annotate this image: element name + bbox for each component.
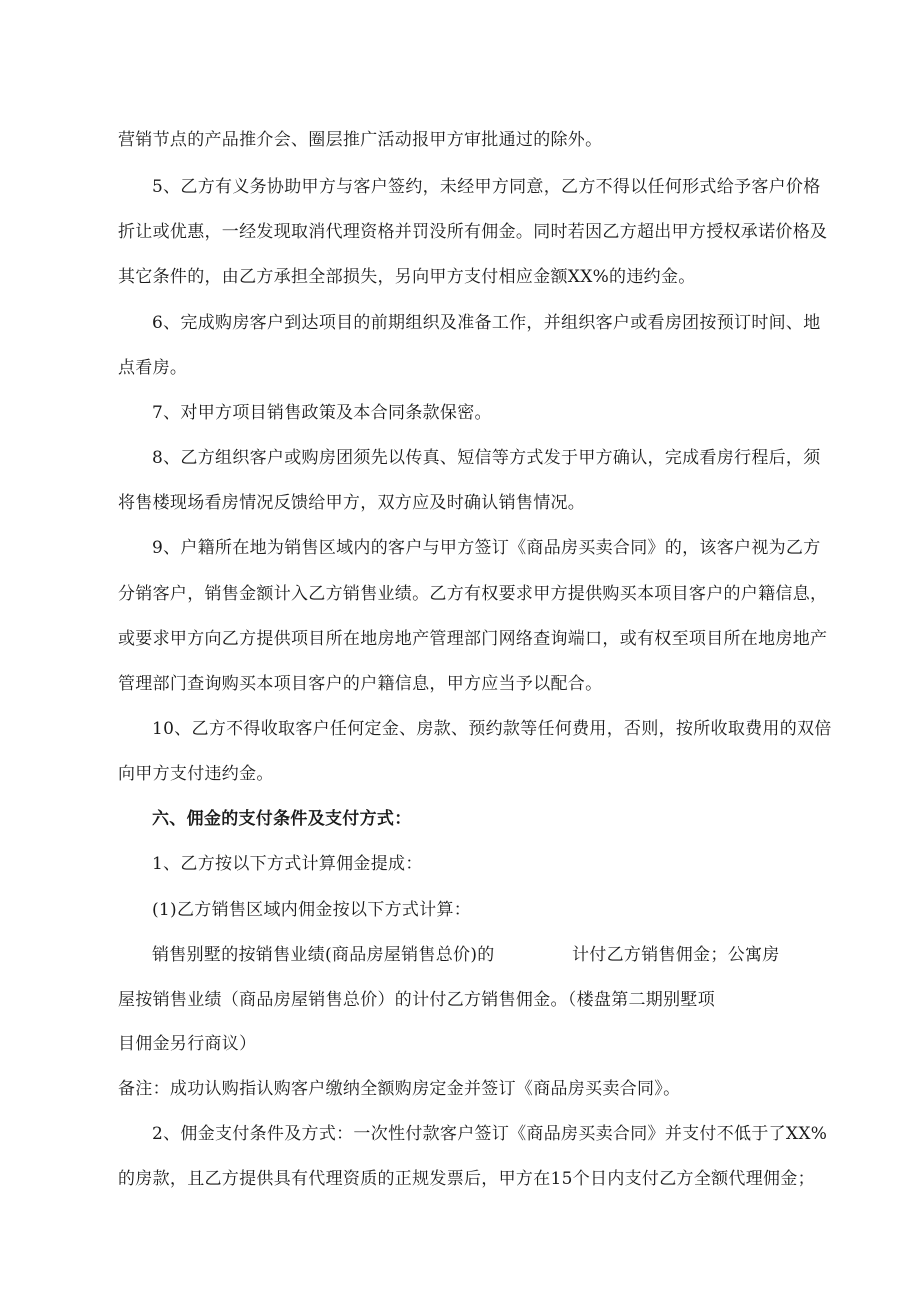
paragraph-line: 5、乙方有义务协助甲方与客户签约，未经甲方同意，乙方不得以任何形式给予客户价格 [152, 177, 821, 197]
paragraph-line: 或要求甲方向乙方提供项目所在地房地产管理部门网络查询端口，或有权至项目所在地房地产 [118, 629, 828, 649]
paragraph-line: 10、乙方不得收取客户任何定金、房款、预约款等任何费用，否则，按所收取费用的双倍 [152, 719, 832, 739]
paragraph-line: (1)乙方销售区域内佣金按以下方式计算： [152, 900, 472, 920]
paragraph-line: 2、佣金支付条件及方式：一次性付款客户签订《商品房买卖合同》并支付不低于了XX% [152, 1124, 828, 1144]
note-line: 备注：成功认购指认购客户缴纳全额购房定金并签订《商品房买卖合同》。 [118, 1079, 681, 1099]
section-heading: 六、佣金的支付条件及支付方式： [152, 809, 412, 829]
paragraph-line: 9、户籍所在地为销售区域内的客户与甲方签订《商品房买卖合同》的，该客户视为乙方 [152, 538, 821, 558]
paragraph-line: 8、乙方组织客户或购房团须先以传真、短信等方式发于甲方确认，完成看房行程后，须 [152, 448, 821, 468]
paragraph-line: 1、乙方按以下方式计算佣金提成： [152, 854, 423, 874]
paragraph-line: 目佣金另行商议） [118, 1034, 257, 1054]
paragraph-line: 管理部门查询购买本项目客户的户籍信息，甲方应当予以配合。 [118, 674, 603, 694]
paragraph-line: 分销客户，销售金额计入乙方销售业绩。乙方有权要求甲方提供购买本项目客户的户籍信息， [118, 584, 828, 604]
paragraph-line: 屋按销售业绩（商品房屋销售总价）的计付乙方销售佣金。（楼盘第二期别墅项 [118, 990, 715, 1010]
paragraph-line: 销售别墅的按销售业绩(商品房屋销售总价)的 [152, 945, 495, 965]
paragraph-line: 计付乙方销售佣金；公寓房 [572, 945, 780, 965]
paragraph-line: 将售楼现场看房情况反馈给甲方，双方应及时确认销售情况。 [118, 493, 586, 513]
paragraph-line: 折让或优惠，一经发现取消代理资格并罚没所有佣金。同时若因乙方超出甲方授权承诺价格及 [118, 222, 828, 242]
paragraph-line: 的房款，且乙方提供具有代理资质的正规发票后，甲方在15个日内支付乙方全额代理佣金； [118, 1169, 815, 1189]
paragraph-line: 点看房。 [118, 358, 188, 378]
paragraph-line: 向甲方支付违约金。 [118, 764, 274, 784]
paragraph-line: 其它条件的，由乙方承担全部损失，另向甲方支付相应金额XX%的违约金。 [118, 267, 696, 287]
paragraph-line: 7、对甲方项目销售政策及本合同条款保密。 [152, 403, 492, 423]
paragraph-line: 营销节点的产品推介会、圈层推广活动报甲方审批通过的除外。 [118, 130, 603, 150]
paragraph-line: 6、完成购房客户到达项目的前期组织及准备工作，并组织客户或看房团按预订时间、地 [152, 313, 821, 333]
